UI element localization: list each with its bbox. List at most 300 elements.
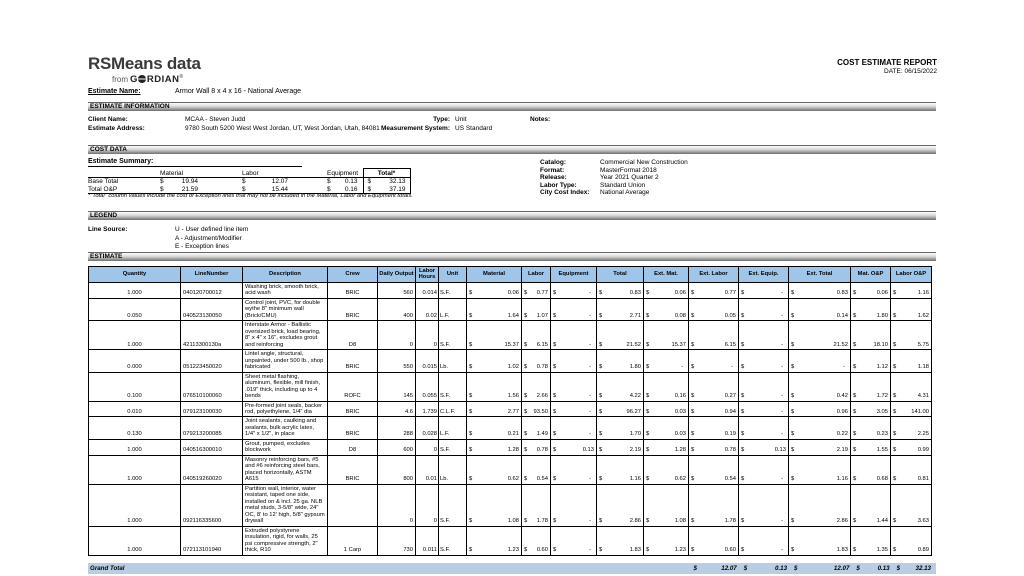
money-wrap [853,393,888,399]
column-header-labor-o-p: Labor O&P [891,267,932,283]
money-value: 0.99 [917,447,929,454]
grand-total-ext-labor [691,563,741,574]
cell-daily-output: 550 [378,350,416,372]
cell-money [789,282,851,298]
cell-money [467,282,522,298]
currency-symbol: $ [327,178,331,185]
money-wrap [553,518,594,524]
cell-money [891,484,932,526]
summary-col-equipment: Equipment [327,169,363,178]
money-value: 0.22 [836,431,848,438]
money-wrap [524,476,548,482]
money-wrap [893,290,929,296]
summary-op-row [88,185,410,193]
cell-money [551,372,597,401]
op-labor-value: 15.44 [271,185,288,193]
cell-money [689,526,739,555]
money-wrap [893,393,929,399]
currency-symbol: $ [599,312,603,319]
currency-symbol: $ [791,408,795,415]
currency-symbol: $ [327,185,331,193]
base-total [363,177,410,185]
money-value: 21.52 [626,341,641,348]
currency-symbol: $ [794,564,798,572]
estimate-summary-label: Estimate Summary: [88,158,302,167]
currency-symbol: $ [646,518,650,525]
currency-symbol: $ [741,341,745,348]
money-wrap [853,364,888,370]
money-value: - [781,290,783,297]
currency-symbol: $ [741,408,745,415]
money-value: 1.07 [536,312,548,319]
cell-money [891,417,932,439]
op-equipment [327,185,363,193]
money-wrap [553,447,594,453]
money-wrap [646,476,686,482]
cell-money [689,417,739,439]
money-value: 0.78 [724,447,736,454]
money-wrap [853,518,888,524]
currency-symbol: $ [741,518,745,525]
currency-symbol: $ [524,431,528,438]
column-header-ext-total: Ext. Total [789,267,851,283]
cell-unit: S.F. [439,321,467,350]
cell-money [467,484,522,526]
money-wrap [893,476,929,482]
money-wrap [741,313,786,319]
money-value: 0.96 [836,408,848,415]
column-header-total: Total [597,267,644,283]
grand-total-ext-total [792,563,854,574]
currency-symbol: $ [853,518,857,525]
estimate-row [89,401,932,417]
cell-money [467,439,522,455]
money-wrap [791,447,848,453]
money-value: 15.37 [504,341,519,348]
currency-symbol: $ [524,518,528,525]
cell-money [522,372,551,401]
currency-symbol: $ [524,312,528,319]
money-value: 3.63 [917,518,929,525]
cell-money [551,417,597,439]
catalog-row [540,159,688,167]
cell-money [891,439,932,455]
catalog-value: MasterFormat 2018 [600,166,657,174]
cell-labor-hours: 0 [416,484,439,526]
base-equipment-value: 0.13 [344,178,358,185]
catalog-row [540,174,688,182]
currency-symbol: $ [691,341,695,348]
currency-symbol: $ [741,364,745,371]
cell-line-number: 040519260020 [181,455,243,484]
cell-money [851,484,891,526]
money-value: 1.70 [629,431,641,438]
currency-symbol: $ [691,408,695,415]
money-wrap [853,313,888,319]
money-value: 2.71 [629,312,641,319]
catalog-value: National Average [600,189,650,197]
money-value: 5.75 [917,341,929,348]
column-header-ext-equip-: Ext. Equip. [739,267,789,283]
money-value: 0.62 [674,476,686,483]
cell-money [644,372,689,401]
cell-money [689,484,739,526]
currency-symbol: $ [469,476,473,483]
currency-symbol: $ [691,547,695,554]
currency-symbol: $ [853,447,857,454]
cell-quantity: 0.050 [89,298,181,320]
cell-money [522,439,551,455]
report-date: DATE: 06/15/2022 [884,68,937,75]
cell-description: Washing brick, smooth brick, acid wash [243,282,328,298]
currency-symbol: $ [553,408,557,415]
currency-symbol: $ [893,393,897,400]
currency-symbol: $ [646,431,650,438]
money-wrap [741,518,786,524]
money-value: 0.62 [507,476,519,483]
money-wrap [646,447,686,453]
cell-quantity: 0.010 [89,401,181,417]
money-wrap [893,342,929,348]
currency-symbol: $ [599,341,603,348]
money-value: - [781,364,783,371]
money-value: 0.13 [582,447,594,454]
cell-unit: S.F. [439,439,467,455]
currency-symbol: $ [893,341,897,348]
cell-money [597,298,644,320]
cell-money [739,372,789,401]
money-value: 1.12 [876,364,888,371]
notes-label: Notes: [530,116,551,123]
cell-description: Grout, pumped, excludes blockwork [243,439,328,455]
cell-unit: S.F. [439,282,467,298]
money-wrap [853,476,888,482]
cell-quantity: 0.100 [89,372,181,401]
currency-symbol: $ [743,564,748,572]
cell-money [597,350,644,372]
cell-description: Pre-formed joint seals, backer rod, polyethylene, 1/4" dia [243,401,328,417]
line-source-label: Line Source: [88,226,128,233]
cell-money [522,282,551,298]
cell-daily-output: 800 [378,455,416,484]
money-value: 1.49 [536,431,548,438]
column-header-daily-output: Daily Output [378,267,416,283]
money-wrap [553,290,594,296]
cell-money [467,526,522,555]
money-wrap [469,447,519,453]
base-material [160,177,242,185]
currency-symbol: $ [646,364,650,371]
measurement-system-label: Measurement System: [381,125,450,132]
catalog-label: Format: [540,166,565,174]
catalog-value: Commercial New Construction [600,159,688,166]
cell-unit: S.F. [439,484,467,526]
currency-symbol: $ [741,431,745,438]
money-wrap [469,409,519,415]
report-header [837,58,937,75]
currency-symbol: $ [853,547,857,554]
money-value: - [589,547,591,554]
money-wrap [553,476,594,482]
money-value: - [781,518,783,525]
money-wrap [469,393,519,399]
cell-line-number: 092116335600 [181,484,243,526]
cell-money [689,401,739,417]
cell-money [644,350,689,372]
currency-symbol: $ [553,312,557,319]
summary-col-total: Total* [363,169,410,178]
grand-total-row [88,563,936,574]
estimate-header-row [89,267,932,283]
money-value: 18.10 [873,341,888,348]
money-value: 0.06 [876,290,888,297]
cell-description: Extruded polystyrene insulation, rigid, for walls, 25 psi compressive strength, 2" thick, R10 [243,526,328,555]
money-value: 1.56 [507,393,519,400]
currency-symbol: $ [524,393,528,400]
money-value: - [781,476,783,483]
estimate-address-value: 9780 South 5200 West West Jordan, UT, West Jordan, Utah, 84081 [185,125,380,132]
type-label: Type: [433,116,450,123]
estimate-row [89,350,932,372]
currency-symbol: $ [893,408,897,415]
money-wrap [691,518,736,524]
money-value: - [781,547,783,554]
cell-quantity: 1.000 [89,484,181,526]
cell-money [644,417,689,439]
cell-daily-output: 0 [378,321,416,350]
money-wrap [599,518,641,524]
cell-money [689,350,739,372]
cell-money [551,282,597,298]
measurement-system-value: US Standard [455,125,493,132]
logo-from-text: from [112,75,128,85]
money-value: 0.94 [724,408,736,415]
cell-line-number: 040523130050 [181,298,243,320]
cell-money [644,484,689,526]
currency-symbol: $ [160,185,164,193]
money-wrap [553,547,594,553]
money-wrap [599,409,641,415]
money-value: 1.78 [536,518,548,525]
currency-symbol: $ [599,408,603,415]
money-value: 1.16 [917,290,929,297]
currency-symbol: $ [893,290,897,297]
currency-symbol: $ [691,431,695,438]
currency-symbol: $ [553,547,557,554]
money-value: 2.86 [629,518,641,525]
money-value: - [589,408,591,415]
currency-symbol: $ [524,364,528,371]
money-value: 0.19 [724,431,736,438]
cell-money [551,526,597,555]
currency-symbol: $ [691,312,695,319]
currency-symbol: $ [893,431,897,438]
summary-footnote: *"Total" column values include the cost of Exception lines that may not be included in the Material, Labor and Equipment totals. [88,193,413,199]
currency-symbol: $ [791,476,795,483]
cell-money [739,401,789,417]
money-value: - [781,393,783,400]
base-material-value: 19.94 [181,178,198,185]
cell-money [551,439,597,455]
op-material [160,185,242,193]
money-wrap [646,431,686,437]
cell-crew: BRIC [328,350,378,372]
money-value: 2.77 [507,408,519,415]
money-wrap [691,447,736,453]
currency-symbol: $ [646,393,650,400]
column-header-mat-o-p: Mat. O&P [851,267,891,283]
currency-symbol: $ [646,447,650,454]
money-wrap [553,409,594,415]
money-wrap [469,290,519,296]
legend-item: E - Exception lines [175,243,229,250]
currency-symbol: $ [741,476,745,483]
cell-money [851,455,891,484]
cell-labor-hours: 0.055 [416,372,439,401]
money-wrap [553,364,594,370]
cell-money [789,372,851,401]
cell-line-number: 079213200085 [181,417,243,439]
money-value: 0.77 [536,290,548,297]
money-value: 0.05 [724,312,736,319]
currency-symbol: $ [853,364,857,371]
cell-quantity: 0.130 [89,417,181,439]
op-material-value: 21.59 [181,185,198,193]
cell-money [644,298,689,320]
cell-line-number: 040120700012 [181,282,243,298]
money-value: - [589,312,591,319]
money-wrap [524,313,548,319]
cell-daily-output: 560 [378,282,416,298]
cell-money [689,282,739,298]
column-header-description: Description [243,267,328,283]
cell-money [597,417,644,439]
cell-money [551,298,597,320]
currency-symbol: $ [791,341,795,348]
currency-symbol: $ [741,290,745,297]
currency-symbol: $ [893,476,897,483]
money-wrap [691,431,736,437]
money-wrap [469,476,519,482]
cell-money [851,350,891,372]
cell-line-number: 076510100060 [181,372,243,401]
currency-symbol: $ [524,290,528,297]
estimate-name-value: Armor Wall 8 x 4 x 16 - National Average [175,88,302,95]
currency-symbol: $ [599,518,603,525]
currency-symbol: $ [553,431,557,438]
cell-money [597,439,644,455]
money-wrap [469,518,519,524]
money-value: 2.19 [629,447,641,454]
currency-symbol: $ [553,518,557,525]
cell-money [851,439,891,455]
cell-money [522,417,551,439]
cell-unit: S.F. [439,372,467,401]
currency-symbol: $ [691,518,695,525]
cell-money [551,484,597,526]
currency-symbol: $ [853,393,857,400]
op-total-value: 37.19 [389,185,406,193]
money-wrap [599,447,641,453]
currency-symbol: $ [791,364,795,371]
money-value: 1.18 [917,364,929,371]
estimate-row [89,282,932,298]
money-value: 0.54 [724,476,736,483]
cell-unit: C.L.F. [439,401,467,417]
cell-money [851,282,891,298]
currency-symbol: $ [896,564,901,572]
cell-money [597,484,644,526]
money-wrap [691,547,736,553]
cell-money [689,372,739,401]
cell-labor-hours: 0.028 [416,417,439,439]
money-wrap [741,364,786,370]
money-value: 0.77 [724,290,736,297]
money-value: 1.55 [876,447,888,454]
currency-symbol: $ [553,341,557,348]
currency-symbol: $ [646,341,650,348]
money-value: 0.81 [917,476,929,483]
money-value: 3.05 [876,408,888,415]
money-wrap [691,393,736,399]
estimate-row [89,298,932,320]
cell-money [551,350,597,372]
currency-symbol: $ [791,431,795,438]
cell-money [644,321,689,350]
money-value: 1.28 [507,447,519,454]
cell-description: Lintel angle, structural, unpainted, under 500 lb., shop fabricated [243,350,328,372]
cell-daily-output: 0 [378,484,416,526]
currency-symbol: $ [853,408,857,415]
currency-symbol: $ [469,290,473,297]
money-wrap [853,547,888,553]
cell-money [739,484,789,526]
currency-symbol: $ [646,290,650,297]
money-wrap [469,431,519,437]
currency-symbol: $ [791,312,795,319]
money-wrap [741,431,786,437]
column-header-material: Material [467,267,522,283]
cell-money [851,298,891,320]
column-header-unit: Unit [439,267,467,283]
cell-money [851,417,891,439]
money-value: 1.28 [674,447,686,454]
cell-money [551,321,597,350]
cell-quantity: 0.000 [89,350,181,372]
money-wrap [469,342,519,348]
money-value: 0.08 [674,312,686,319]
catalog-label: City Cost Index: [540,189,590,197]
grand-total-mat-op [854,563,894,574]
currency-symbol: $ [691,476,695,483]
op-equipment-value: 0.16 [344,185,358,193]
summary-corner [88,169,160,178]
money-wrap [691,342,736,348]
currency-symbol: $ [553,290,557,297]
cell-line-number: 040516300010 [181,439,243,455]
cell-daily-output: 288 [378,417,416,439]
cell-quantity: 1.000 [89,282,181,298]
currency-symbol: $ [599,393,603,400]
section-bar-cost-data: COST DATA [88,145,936,154]
cell-crew: BRIC [328,401,378,417]
money-wrap [646,518,686,524]
currency-symbol: $ [741,447,745,454]
cell-money [891,321,932,350]
estimate-row [89,321,932,350]
money-wrap [691,290,736,296]
cell-money [522,455,551,484]
